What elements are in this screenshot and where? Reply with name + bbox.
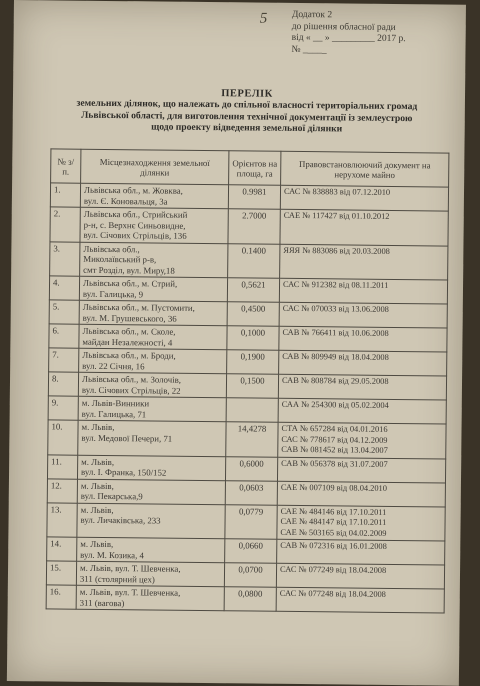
- row-number: 10.: [48, 420, 78, 455]
- row-location: [76, 585, 224, 611]
- land-plots-table: [46, 148, 450, 613]
- location-line: Львівська обл., м. Броди,: [82, 349, 176, 361]
- row-area: 0,0800: [224, 587, 276, 612]
- row-area: 0,0779: [225, 504, 277, 539]
- table-row: [46, 585, 444, 613]
- row-document: [278, 422, 446, 458]
- location-line: вул. Є. Коновальця, 3а: [83, 195, 168, 207]
- document-line: САВ № 809949 від 18.04.2008: [282, 351, 389, 362]
- row-number: 5.: [49, 300, 79, 324]
- row-location: [78, 420, 226, 456]
- row-document: [280, 244, 448, 280]
- location-line: Львівська обл., м. Пустомити,: [82, 301, 195, 313]
- document-line: САВ № 766411 від 10.06.2008: [282, 327, 389, 338]
- location-line: м. Львів, вул. Т. Шевченка,: [79, 586, 181, 598]
- row-document: [279, 278, 447, 304]
- location-line: вул. Пекарська,9: [80, 490, 143, 502]
- row-area: 14,4278: [226, 422, 278, 457]
- row-location: [76, 561, 224, 587]
- location-line: смт Розділ, вул. Миру,18: [83, 264, 175, 276]
- location-line: вул. М. Козика, 4: [80, 549, 144, 560]
- row-number: 3.: [50, 241, 80, 276]
- row-location: [77, 455, 225, 481]
- row-document: [276, 587, 444, 613]
- location-line: м. Львів, вул. Т. Шевченка,: [80, 562, 181, 574]
- page-number: 5: [259, 10, 268, 27]
- row-location: [80, 183, 228, 209]
- document-line: САЕ № 007109 від 08.04.2010: [280, 482, 388, 493]
- annex-line-4: № _____: [291, 44, 327, 55]
- document-line: СТА № 657284 від 04.01.2016: [281, 423, 388, 434]
- location-line: вул. Медової Печери, 71: [81, 432, 173, 444]
- document-line: САС № 912382 від 08.11.2011: [282, 279, 389, 290]
- row-document: [279, 350, 447, 376]
- annex-line-3: від « __ » _________ 2017 р.: [291, 32, 406, 45]
- annex-note: [291, 10, 406, 57]
- document-line: САА № 254300 від 05.02.2004: [281, 399, 389, 410]
- location-line: м. Львів,: [80, 538, 114, 550]
- row-number: 13.: [47, 502, 77, 537]
- row-document: [277, 481, 445, 507]
- row-document: [277, 457, 445, 483]
- row-location: [78, 396, 226, 422]
- row-number: 8.: [48, 372, 78, 396]
- location-line: Миколаївський р-в,: [83, 253, 157, 265]
- row-location: [77, 503, 225, 539]
- location-line: Львівська обл., Стрийський: [83, 208, 188, 220]
- location-line: вул. М. Грушевського, 36: [82, 312, 177, 324]
- location-line: вул. Січових Стрільців, 136: [83, 229, 187, 241]
- document-title: [47, 86, 447, 136]
- row-number: 9.: [48, 396, 78, 420]
- header-location: Місцезнаходження земельної ділянки: [81, 149, 229, 185]
- location-line: вул. Галицька, 9: [82, 288, 144, 299]
- title-heading: ПЕРЕЛІК: [221, 88, 273, 100]
- row-number: 4.: [49, 276, 79, 300]
- document-line: САВ № 056378 від 31.07.2007: [281, 458, 388, 469]
- header-document: Правовстановлюючий документ на нерухоме майно: [281, 151, 449, 187]
- row-area: 0,0660: [225, 539, 277, 564]
- document-line: САВ № 081452 від 13.04.2007: [281, 444, 388, 455]
- location-line: р-н, с. Верхнє Синьовидне,: [83, 219, 186, 231]
- table-header-row: [51, 149, 449, 187]
- header-area: Орієнтов на площа, га: [229, 151, 281, 186]
- row-number: 15.: [46, 561, 76, 585]
- table-row: [50, 241, 448, 280]
- location-line: Львівська обл., м. Стрий,: [82, 277, 178, 289]
- row-area: 0,1500: [226, 374, 278, 399]
- document-page: [7, 0, 466, 686]
- location-line: м. Львів,: [81, 421, 115, 433]
- row-document: [280, 185, 448, 211]
- document-line: САВ № 072316 від 16.01.2008: [280, 540, 387, 551]
- row-location: [77, 537, 225, 563]
- row-document: [277, 539, 445, 565]
- row-area: 0,0603: [225, 480, 277, 505]
- row-number: 6.: [49, 324, 79, 348]
- row-document: [277, 505, 445, 541]
- location-line: м. Львів,: [81, 456, 115, 467]
- row-location: [77, 479, 225, 505]
- row-number: 14.: [47, 537, 77, 561]
- location-line: 311 (вагова): [79, 597, 125, 608]
- row-document: [279, 302, 447, 328]
- row-document: [276, 563, 444, 589]
- document-line: САС № 070033 від 13.06.2008: [282, 303, 389, 314]
- document-line: САС № 077249 від 18.04.2008: [280, 564, 387, 575]
- row-area: 2.7000: [228, 209, 280, 244]
- row-number: 1.: [50, 183, 80, 207]
- location-line: вул. І. Франка, 150/152: [81, 466, 167, 478]
- table-body: [46, 183, 448, 613]
- row-area: 0,0700: [224, 563, 276, 588]
- row-document: [280, 209, 448, 245]
- location-line: м. Львів-Винники: [81, 397, 150, 409]
- location-line: вул. 22 Січня, 16: [82, 360, 145, 371]
- document-line: САС № 838883 від 07.12.2010: [283, 186, 391, 197]
- document-line: САВ № 808784 від 29.05.2008: [281, 375, 389, 386]
- document-line: САЕ № 484146 від 17.10.2011: [280, 506, 387, 517]
- row-area: 0.9981: [228, 185, 280, 210]
- location-line: Львівська обл., м. Золочів,: [81, 373, 182, 385]
- location-line: Львівська обл., м. Сколе,: [82, 325, 176, 337]
- row-area: 0,6000: [225, 456, 277, 481]
- annex-line-2: до рішення обласної ради: [291, 21, 396, 33]
- row-location: [78, 372, 226, 398]
- title-line-3: щодо проекту відведення земельної ділянки: [151, 121, 343, 135]
- location-line: м. Львів,: [80, 480, 114, 491]
- row-area: [226, 398, 278, 423]
- table-row: [48, 420, 446, 459]
- location-line: Львівська обл.,: [83, 243, 140, 254]
- location-line: вул. Личаківська, 233: [80, 514, 161, 526]
- location-line: 311 (столярний цех): [79, 573, 155, 585]
- row-location: [79, 324, 227, 350]
- location-line: вул. Галицька, 71: [81, 408, 147, 419]
- document-line: САЕ № 117427 від 01.10.2012: [283, 210, 390, 221]
- header-num: № з/п.: [51, 149, 81, 183]
- location-line: м. Львів,: [80, 504, 114, 515]
- document-line: САС № 778617 від 04.12.2009: [281, 434, 388, 445]
- title-line-2: Львівської області, для виготовлення технічної документації із землеустрою: [81, 109, 413, 124]
- table-row: [47, 502, 445, 541]
- row-number: 7.: [49, 348, 79, 372]
- row-area: 0.1400: [228, 243, 280, 278]
- row-area: 0,1000: [227, 326, 279, 351]
- row-area: 0,4500: [227, 302, 279, 327]
- row-number: 2.: [50, 207, 80, 242]
- row-location: [79, 348, 227, 374]
- location-line: Львівська обл., м. Жовква,: [83, 184, 183, 196]
- row-area: 0,5621: [227, 278, 279, 303]
- row-number: 11.: [47, 454, 77, 478]
- row-number: 16.: [46, 585, 76, 609]
- location-line: вул. Січових Стрільців, 22: [81, 384, 181, 396]
- location-line: майдан Незалежності, 4: [82, 336, 173, 348]
- row-document: [278, 398, 446, 424]
- table-row: [50, 207, 448, 246]
- document-line: САЕ № 503165 від 04.02.2009: [280, 527, 387, 538]
- row-area: 0,1900: [227, 350, 279, 375]
- row-location: [80, 207, 228, 243]
- row-number: 12.: [47, 478, 77, 502]
- document-line: ЯЯЯ № 883086 від 20.03.2008: [283, 245, 390, 256]
- row-document: [278, 374, 446, 400]
- title-line-1: земельних ділянок, що належать до спільної власності територіальних громад: [76, 97, 418, 113]
- row-location: [79, 300, 227, 326]
- row-location: [79, 276, 227, 302]
- document-line: САС № 077248 від 18.04.2008: [279, 588, 386, 599]
- row-document: [279, 326, 447, 352]
- row-location: [80, 242, 228, 278]
- annex-line-1: Додаток 2: [291, 9, 333, 21]
- document-line: САЕ № 484147 від 17.10.2011: [280, 516, 387, 527]
